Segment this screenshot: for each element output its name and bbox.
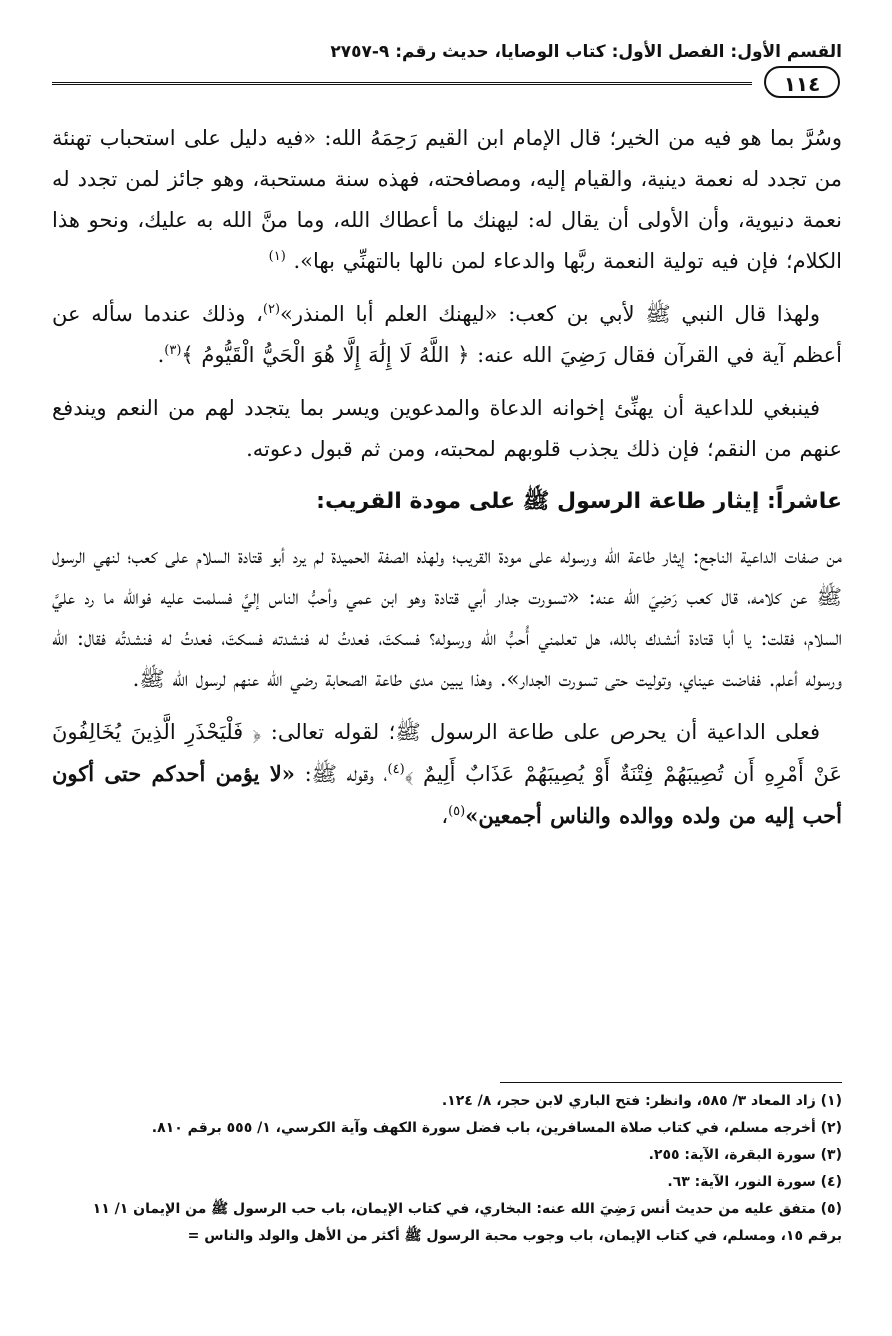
paragraph-2-text-c: .: [157, 343, 165, 367]
hadith-quote: «لا يؤمن أحدكم حتى أكون أحب إليه من ولده ووالده والناس أجمعين»: [52, 761, 842, 828]
paragraph-5-text-d: ،: [441, 804, 449, 828]
paragraph-5-text-b: ، وقوله ﷺ:: [304, 762, 388, 786]
paragraph-4: من صفات الداعية الناجح: إيثار طاعة الله ورسوله على مودة القريب؛ ولهذه الصفة الحميدة لم يرد أبو قتادة السلام على كعب؛ لنهي الرسول ﷺ عن كلامه، قال كعب رَضِيَ الله عنه: «تسورت جدار أبي قتادة وهو ابن عمي وأحبُّ الناس إليَّ فسلمت عليه فوالله ما رد عليَّ السلام، فقلت: يا أبا قتادة أنشدك بالله، هل تعلمني أُحبُّ الله ورسوله؟ فسكتَ، فعدتُ له فنشدته فسكتَ، فعدتُ له فنشدتُه فقال: الله ورسوله أعلم. ففاضت عيناي، وتوليت حتى تسورت الجدار». وهذا يبين مدى طاعة الصحابة رضي الله عنهم لرسول الله ﷺ.: [52, 544, 842, 691]
footnote-4: (٤) سورة النور، الآية: ٦٣.: [667, 1174, 842, 1190]
page-number: ١١٤: [764, 66, 840, 98]
footnote-ref-1: (١): [268, 249, 286, 264]
footnotes: [52, 1088, 842, 1250]
footnote-2: (٢) أخرجه مسلم، في كتاب صلاة المسافرين، باب فضل سورة الكهف وآية الكرسي، ١/ ٥٥٥ برقم ٨١٠.: [151, 1120, 842, 1136]
footnote-ref-5: (٥): [448, 804, 466, 819]
paragraph-1-text: وسُرَّ بما هو فيه من الخير؛ قال الإمام ابن القيم رَحِمَهُ الله: «فيه دليل على استحباب تهنئة من تجدد له نعمة دينية، والقيام إليه، ومصافحته، فهذه سنة مستحبة، وهو جائز لمن تجدد له نعمة دنيوية، وأن الأولى أن يقال له: ليهنك ما أعطاك الله، وما منَّ الله به عليك، ونحو هذا الكلام؛ فإن فيه تولية النعمة ربَّها والدعاء لمن نالها بالتهنِّي بها».: [52, 126, 842, 273]
footnote-3: (٣) سورة البقرة، الآية: ٢٥٥.: [648, 1147, 842, 1163]
footnote-ref-4: (٤): [387, 762, 405, 777]
footnote-5: (٥) متفق عليه من حديث أنس رَضِيَ الله عنه: البخاري، في كتاب الإيمان، باب حب الرسول ﷺ من الإيمان ١/ ١١: [92, 1201, 842, 1217]
footnote-rule: [500, 1082, 842, 1083]
book-page: [52, 0, 842, 1336]
footnote-1: (١) زاد المعاد ٣/ ٥٨٥، وانظر: فتح الباري لابن حجر، ٨/ ١٢٤.: [441, 1093, 842, 1109]
footnote-ref-3: (٣): [164, 343, 182, 358]
paragraph-2-text-a: ولهذا قال النبي ﷺ لأبي بن كعب: «ليهنك العلم أبا المنذر»: [280, 302, 820, 326]
running-head: القسم الأول: الفصل الأول: كتاب الوصايا، حديث رقم: ٩-٢٧٥٧: [330, 42, 842, 62]
main-text: [52, 118, 842, 849]
paragraph-2-text-b: ، وذلك عندما سأله عن أعظم آية في القرآن فقال رَضِيَ الله عنه: ﴿ اللَّهُ لَا إِلَٰهَ إِلَّا هُوَ الْحَيُّ الْقَيُّومُ ﴾: [52, 302, 842, 367]
paragraph-2: [52, 294, 842, 376]
header-rule: [52, 82, 752, 85]
footnote-ref-2: (٢): [262, 302, 281, 317]
paragraph-5-text-a: فعلى الداعية أن يحرص على طاعة الرسول ﷺ؛ لقوله تعالى: ﴿ فَلْيَحْذَرِ الَّذِينَ يُخَالِفُونَ عَنْ أَمْرِهِ أَن تُصِيبَهُمْ فِتْنَةٌ أَوْ يُصِيبَهُمْ عَذَابٌ أَلِيمٌ ﴾: [52, 720, 842, 786]
paragraph-3: فينبغي للداعية أن يهنِّئ إخوانه الدعاة والمدعوين ويسر بما يتجدد لهم من النعم ويندفع عنهم من النقم؛ فإن ذلك يجذب قلوبهم لمحبته، ومن ثم قبول دعوته.: [52, 396, 842, 461]
paragraph-1: [52, 118, 842, 282]
section-heading: عاشراً: إيثار طاعة الرسول ﷺ على مودة القريب:: [316, 489, 842, 514]
footnote-5-continued: برقم ١٥، ومسلم، في كتاب الإيمان، باب وجوب محبة الرسول ﷺ أكثر من الأهل والولد والناس =: [187, 1228, 842, 1244]
paragraph-5: [52, 712, 842, 837]
